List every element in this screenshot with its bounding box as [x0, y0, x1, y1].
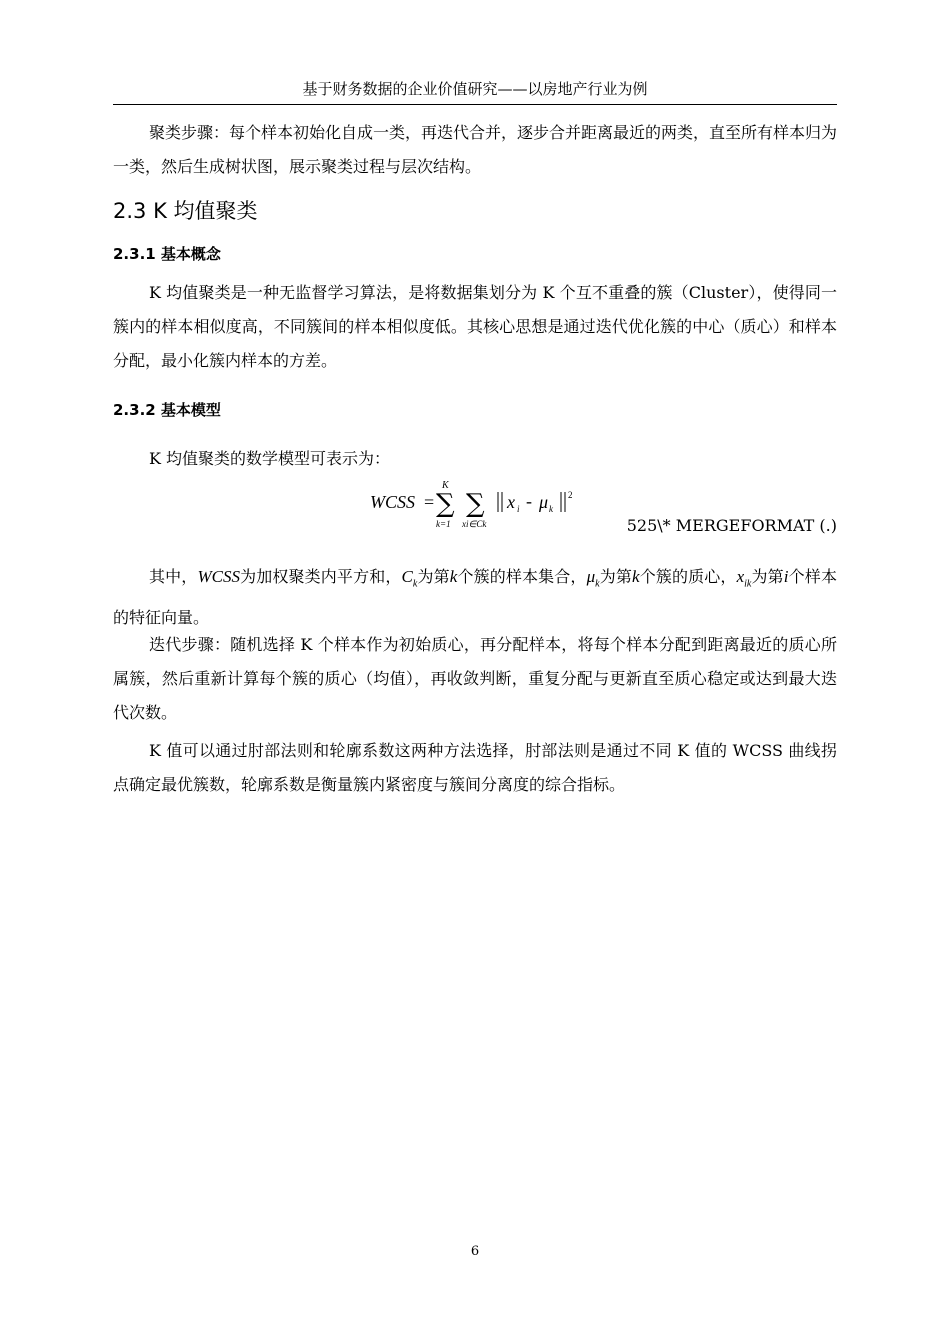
paragraph-variable-definitions — [113, 560, 837, 635]
definition-text: 为第 — [417, 567, 450, 586]
var-k: k — [449, 567, 458, 586]
running-header: 基于财务数据的企业价值研究——以房地产行业为例 — [302, 80, 648, 98]
var-ck — [401, 567, 418, 590]
paragraph-clustering-steps: 聚类步骤：每个样本初始化自成一类，再迭代合并，逐步合并距离最近的两类，直至所有样本归为一类，然后生成树状图，展示聚类过程与层次结构。 — [113, 123, 838, 176]
sum1-lower-limit: k=1 — [436, 519, 451, 529]
section-heading-2-3: 2.3 K 均值聚类 — [113, 199, 258, 223]
paragraph-model-intro: K 均值聚类的数学模型可表示为： — [149, 449, 391, 468]
var-muk-base: μ — [586, 567, 596, 586]
definition-text: 其中， — [149, 567, 198, 586]
var-muk-sub: k — [595, 578, 600, 590]
formula-minus: - — [526, 491, 532, 511]
var-xik — [736, 567, 752, 590]
var-muk — [586, 567, 600, 590]
var-ck-base: C — [401, 567, 413, 586]
sum1-sigma-icon: ∑ — [436, 489, 455, 519]
sum2-lower-limit: xi∈Ck — [462, 519, 487, 529]
formula-mu-subscript: k — [549, 504, 553, 514]
paragraph-iteration-steps: 迭代步骤：随机选择 K 个样本作为初始质心，再分配样本，将每个样本分配到距离最近的质心所属簇，然后重新计算每个簇的质心（均值），再收敛判断，重复分配与更新直至质心稳定或达到最大迭代次数。 — [113, 635, 837, 722]
subsection-heading-2-3-2: 2.3.2 基本模型 — [113, 401, 221, 419]
var-ck-sub: k — [412, 578, 418, 590]
page-number: 6 — [470, 1244, 480, 1259]
definition-text: 为第 — [599, 567, 633, 586]
sum2-sigma-icon: ∑ — [466, 489, 485, 519]
definition-text: 个簇的质心， — [639, 567, 737, 586]
formula-exponent: 2 — [568, 490, 573, 500]
sum1-upper-limit: K — [442, 480, 449, 491]
formula-lhs: WCSS — [370, 492, 415, 512]
paragraph-k-selection: K 值可以通过肘部法则和轮廓系数这两种方法选择，肘部法则是通过不同 K 值的 WCSS 曲线拐点确定最优簇数，轮廓系数是衡量簇内紧密度与簇间分离度的综合指标。 — [113, 741, 837, 794]
subsection-heading-2-3-1: 2.3.1 基本概念 — [113, 245, 221, 263]
formula-x-subscript: i — [517, 504, 520, 514]
wcss-formula — [368, 476, 598, 536]
equation-reference: 525\* MERGEFORMAT (.) — [626, 516, 837, 535]
var-i: i — [783, 567, 789, 586]
formula-equals: = — [424, 492, 435, 512]
definition-text: 为第 — [751, 567, 784, 586]
var-k: k — [632, 567, 640, 586]
definition-text: 个簇的样本集合， — [457, 567, 587, 586]
var-xik-sub: ik — [744, 578, 752, 590]
paragraph-basic-concept: K 均值聚类是一种无监督学习算法，是将数据集划分为 K 个互不重叠的簇（Cluster），使得同一簇内的样本相似度高，不同簇间的样本相似度低。其核心思想是通过迭代优化簇的中心（质心）和样本分配，最小化簇内样本的方差。 — [113, 283, 837, 370]
var-xik-base: x — [736, 567, 745, 586]
var-wcss: WCSS — [197, 567, 240, 586]
definition-text: 个样本的特征向量。 — [113, 567, 837, 628]
formula-x: x — [507, 492, 515, 512]
header-rule — [113, 104, 837, 105]
definition-text: 为加权聚类内平方和， — [239, 567, 402, 586]
formula-mu: μ — [539, 492, 549, 512]
